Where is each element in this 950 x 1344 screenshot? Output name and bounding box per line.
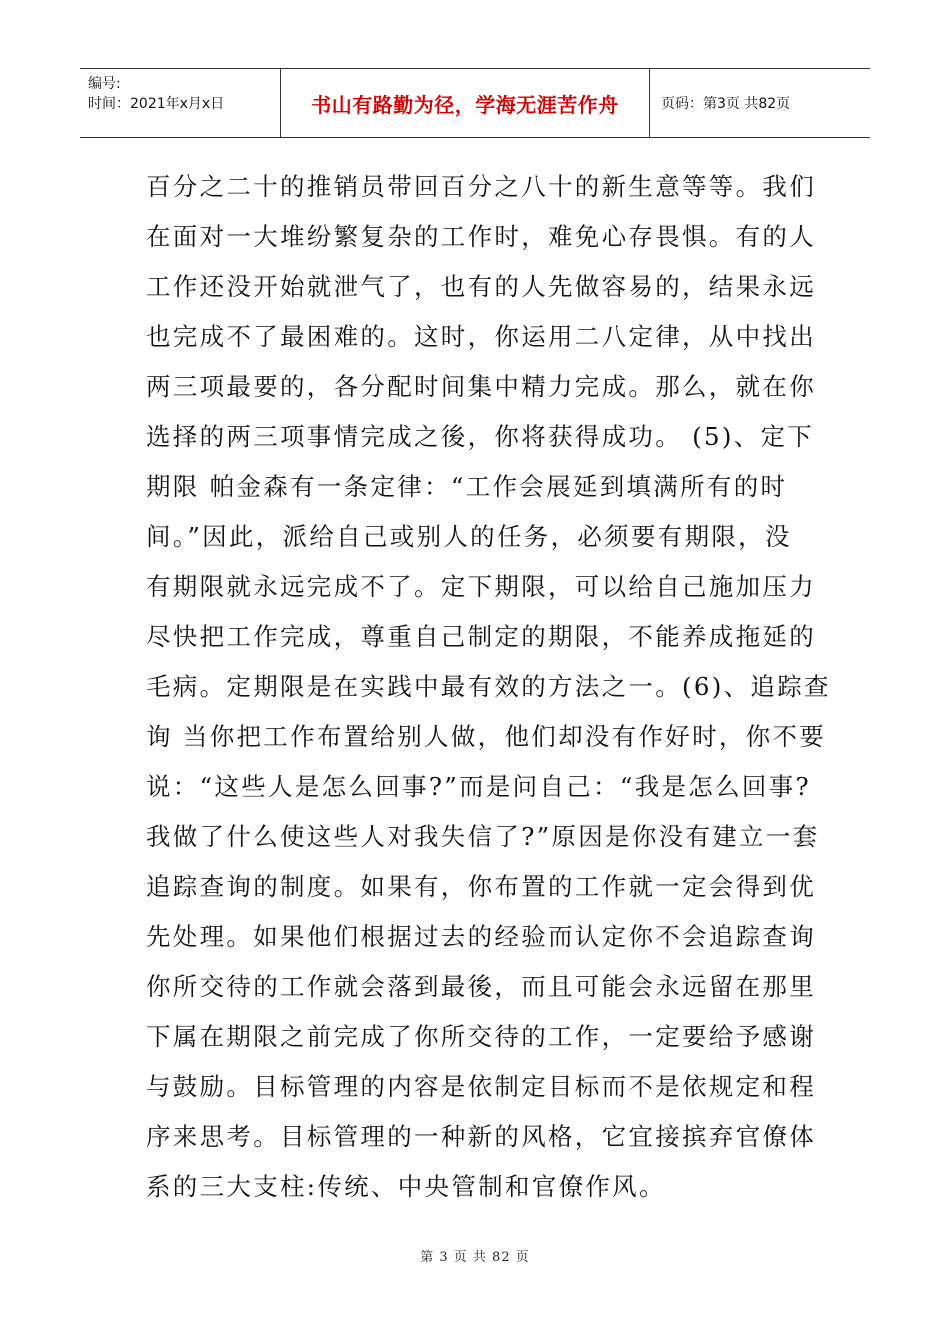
text-line: 系的三大支柱:传统、中央管制和官僚作风。 xyxy=(146,1172,666,1201)
text-line: 也完成不了最困难的。这时，你运用二八定律，从中找出 xyxy=(146,322,816,351)
header-page-cell xyxy=(649,69,882,137)
text-line: 选择的两三项事情完成之後，你将获得成功。 (5)、定下 xyxy=(146,422,815,451)
text-line: 在面对一大堆纷繁复杂的工作时，难免心存畏惧。有的人 xyxy=(146,222,816,251)
serial-number-label: 编号: xyxy=(88,76,121,92)
page-footer: 第 3 页 共 82 页 xyxy=(420,1250,530,1265)
text-line: 先处理。如果他们根据过去的经验而认定你不会追踪查询 xyxy=(146,922,816,951)
text-line: 说：“这些人是怎么回事?”而是问自己：“我是怎么回事? xyxy=(146,772,811,801)
text-line: 两三项最要的，各分配时间集中精力完成。那么，就在你 xyxy=(146,372,816,401)
header-meta xyxy=(80,69,280,137)
text-line: 我做了什么使这些人对我失信了?”原因是你没有建立一套 xyxy=(146,822,820,851)
text-line: 百分之二十的推销员带回百分之八十的新生意等等。我们 xyxy=(146,172,816,201)
page-info: 页码：第3页 共82页 xyxy=(661,96,791,112)
text-line: 你所交待的工作就会落到最後，而且可能会永远留在那里 xyxy=(146,972,816,1001)
text-line: 尽快把工作完成，尊重自己制定的期限，不能养成拖延的 xyxy=(146,622,816,651)
text-line: 有期限就永远完成不了。定下期限，可以给自己施加压力 xyxy=(146,572,816,601)
text-line: 询 当你把工作布置给别人做，他们却没有作好时，你不要 xyxy=(146,722,827,751)
page-header xyxy=(80,68,870,138)
text-line: 毛病。定期限是在实践中最有效的方法之一。(6)、追踪查 xyxy=(146,672,831,701)
text-line: 期限 帕金森有一条定律：“工作会展延到填满所有的时 xyxy=(146,472,788,501)
text-line: 序来思考。目标管理的一种新的风格，它宜接摈弃官僚体 xyxy=(146,1122,816,1151)
text-line: 与鼓励。目标管理的内容是依制定目标而不是依规定和程 xyxy=(146,1072,816,1101)
text-line: 下属在期限之前完成了你所交待的工作，一定要给予感谢 xyxy=(146,1022,816,1051)
text-line: 工作还没开始就泄气了，也有的人先做容易的，结果永远 xyxy=(146,272,816,301)
document-body xyxy=(146,162,831,1212)
header-motto-cell xyxy=(280,69,650,137)
date-label: 时间：2021年x月x日 xyxy=(88,96,225,112)
text-line: 间。”因此，派给自己或别人的任务，必须要有期限，没 xyxy=(146,522,792,551)
text-line: 追踪查询的制度。如果有，你布置的工作就一定会得到优 xyxy=(146,872,816,901)
motto-text: 书山有路勤为径，学海无涯苦作舟 xyxy=(311,92,619,117)
